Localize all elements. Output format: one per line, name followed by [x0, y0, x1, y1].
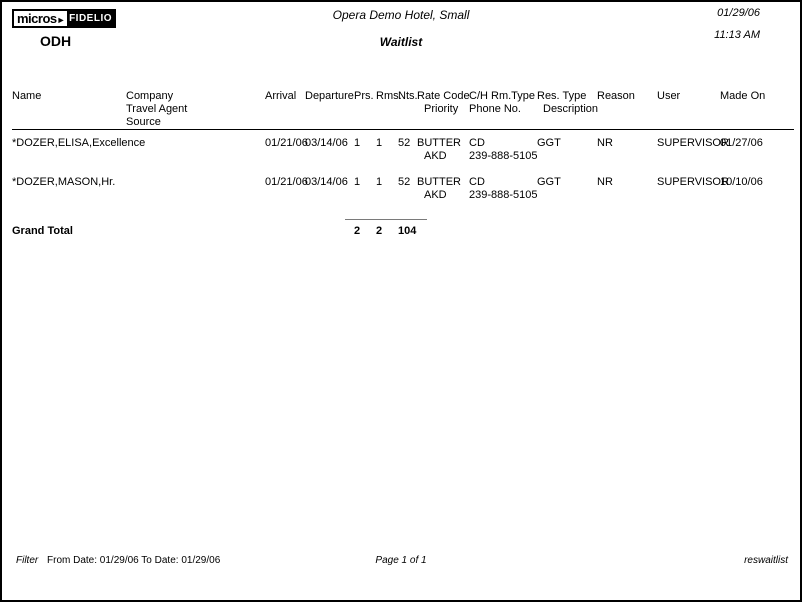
- column-header-nts: Nts.: [398, 90, 417, 130]
- column-header-reason: Reason: [597, 90, 657, 130]
- page-title: Waitlist: [379, 35, 423, 49]
- column-header-name: Name: [12, 90, 126, 130]
- filter-label: Filter: [16, 555, 39, 566]
- page-number: Page 1 of 1: [375, 555, 427, 566]
- column-header-res-type: Res. Type Description: [537, 90, 597, 130]
- grand-total-prs: 2: [354, 225, 361, 237]
- column-header-user: User: [657, 90, 720, 130]
- total-rule-row: [12, 208, 794, 221]
- table-body: [12, 130, 794, 209]
- grand-total-label: Grand Total: [12, 225, 73, 237]
- column-header-ch-rm-type: C/H Rm.Type Phone No.: [469, 90, 537, 130]
- table-header: [12, 90, 794, 130]
- column-header-arrival: Arrival: [265, 90, 305, 130]
- report-footer: [2, 555, 800, 571]
- waitlist-table: [12, 90, 794, 237]
- grand-total-rms: 2: [376, 225, 383, 237]
- filter-value: From Date: 01/29/06 To Date: 01/29/06: [47, 555, 221, 566]
- column-header-made-on: Made On: [720, 90, 794, 130]
- column-header-rate-code: Rate Code Priority: [417, 90, 469, 130]
- column-header-company: Company Travel Agent Source: [126, 90, 265, 130]
- logo-arrow-icon: ►: [56, 15, 66, 25]
- table-row: *DOZER,ELISA,Excellence 01/21/06 03/14/06 1 1 52 BUTTER AKD CD 239-888-5105 GGT NR SUPERVISOR 01/27/06: [12, 137, 763, 162]
- report-date: 01/29/06: [717, 7, 760, 19]
- column-header-rms: Rms.: [376, 90, 398, 130]
- property-code: ODH: [40, 33, 72, 49]
- micros-logo-text: micros►: [12, 9, 69, 28]
- hotel-name: Opera Demo Hotel, Small: [332, 8, 470, 22]
- column-header-prs: Prs.: [354, 90, 376, 130]
- report-time: 11:13 AM: [714, 29, 760, 41]
- grand-total-row: [12, 221, 794, 237]
- table-row: *DOZER,MASON,Hr. 01/21/06 03/14/06 1 1 52 BUTTER AKD CD 239-888-5105 GGT NR SUPERVISOR 10/10/06: [12, 176, 763, 201]
- fidelio-logo-text: FIDELIO: [69, 9, 116, 28]
- report-code: reswaitlist: [744, 555, 788, 566]
- column-header-departure: Departure: [305, 90, 354, 130]
- grand-total-nts: 104: [398, 225, 417, 237]
- table-total: [12, 208, 794, 237]
